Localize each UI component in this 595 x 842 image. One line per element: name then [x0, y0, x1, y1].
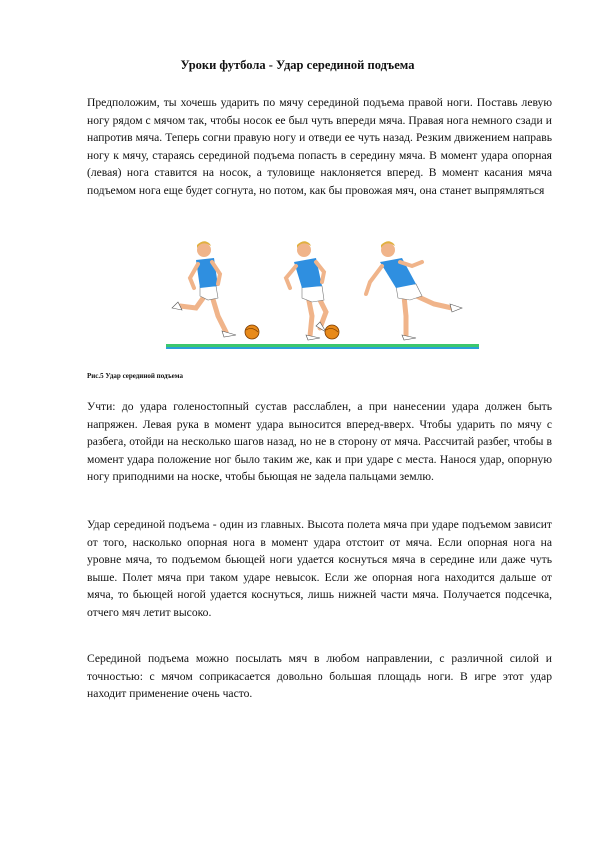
ball-2 — [325, 325, 339, 339]
player-figure-3 — [366, 241, 462, 340]
paragraph-4: Серединой подъема можно посылать мяч в любом направлении, с различной силой и точностью: с мячом соприкасается довольно большая площадь ноги. В игре этот удар находит применение очень часто. — [87, 652, 552, 700]
paragraph-2: Учти: до удара голеностопный сустав расслаблен, а при нанесении удара должен быть напряжен. Левая рука в момент удара выносится вперед-вверх. Чтобы ударить по мячу с разбега, отойди на несколько шагов назад, но не в сторону от мяча. Рассчитай разбег, чтобы в момент удара положение ног было таким же, как и при ударе с места. Нанося удар, опорную ногу приподними на носке, чтобы бьющая не задела пальцами землю. — [87, 400, 552, 483]
football-kick-illustration — [166, 236, 479, 358]
figure-caption: Рис.5 Удар серединой подъема — [87, 372, 183, 380]
player-figure-2 — [286, 241, 326, 340]
player-figure-1 — [172, 241, 236, 337]
ball-1 — [245, 325, 259, 339]
paragraph-3: Удар серединой подъема - один из главных. Высота полета мяча при ударе подъемом зависит от того, насколько опорная нога в момент удара отстоит от мяча. Если опорная нога на уровне мяча, то подъемом бьющей ноги удается коснуться мяча в середине или даже чуть выше. Полет мяча при таком ударе невысок. Если же опорная нога находится дальше от мяча, то бьющей ногой удается коснуться, лишь нижней части мяча. Получается подсечка, отчего мяч летит высоко. — [87, 518, 552, 619]
paragraph-1: Предположим, ты хочешь ударить по мячу серединой подъема правой ноги. Поставь левую ногу рядом с мячом так, чтобы носок ее был чуть впереди мяча. Правая нога немного сзади и напротив мяча. Теперь согни правую ногу и отведи ее чуть назад. Резким движением направь ногу к мячу, стараясь серединой подъема попасть в середину мяча. В момент удара опорная (левая) нога ставится на носок, а туловище наклоняется вперед. В момент касания мяча подъемом нога еще будет согнута, но потом, как бы провожая мяч, она станет выпрямляться — [87, 96, 552, 197]
ground-strip-shadow — [166, 347, 479, 349]
document-title: Уроки футбола - Удар серединой подъема — [180, 58, 415, 72]
